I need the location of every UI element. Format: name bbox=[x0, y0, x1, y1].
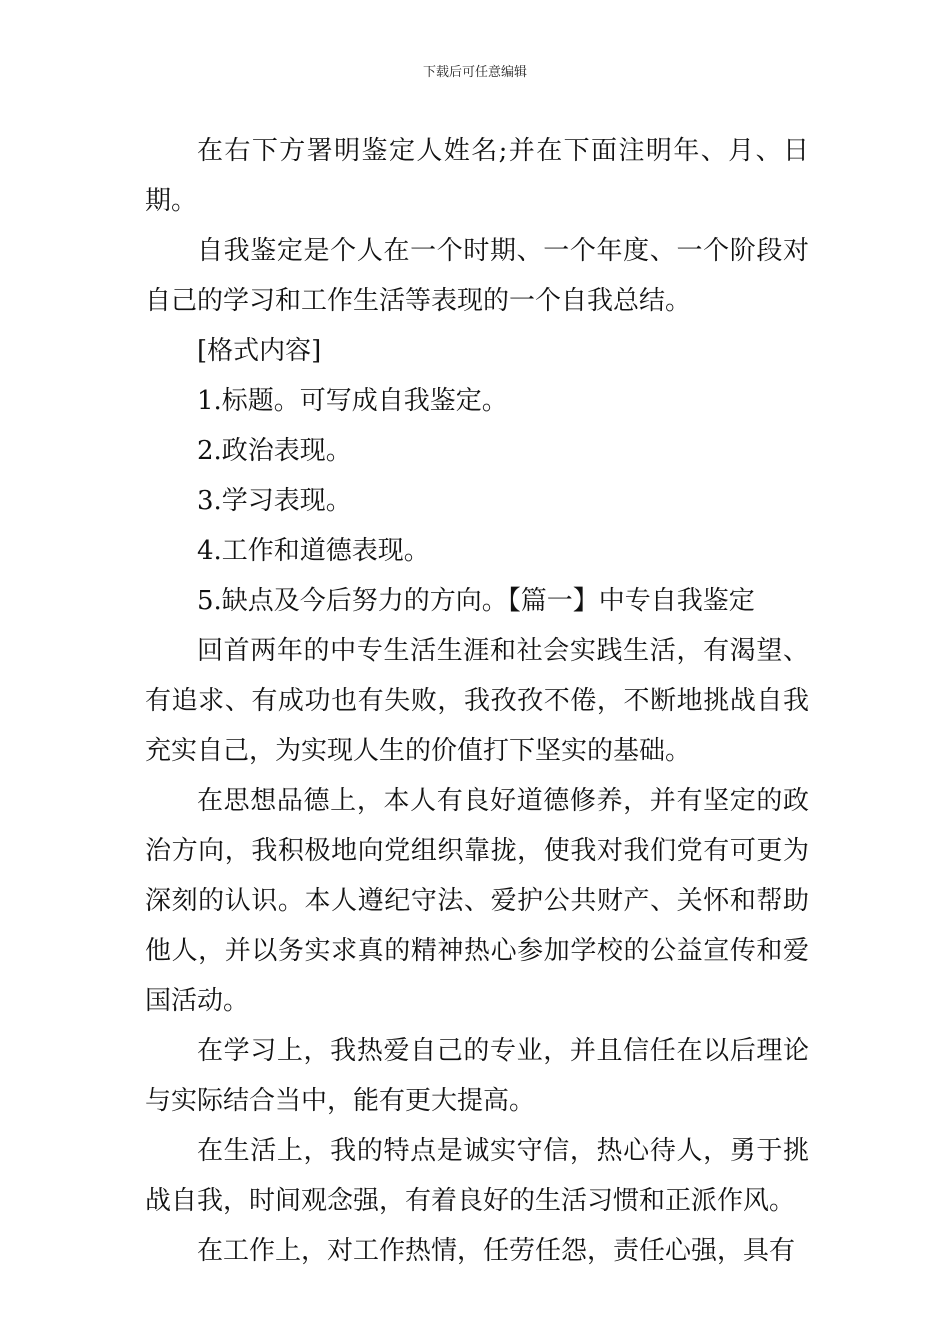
list-item: 4.工作和道德表现。 bbox=[197, 536, 430, 566]
page-header: 下载后可任意编辑 bbox=[422, 65, 527, 80]
list-item: 3.学习表现。 bbox=[197, 486, 352, 516]
list-item: 1.标题。可写成自我鉴定。 bbox=[197, 386, 508, 416]
paragraph: 回首两年的中专生活生涯和社会实践生活，有渴望、有追求、有成功也有失败，我孜孜不倦，不断地挑战自我充实自己，为实现人生的价值打下坚实的基础。 bbox=[145, 636, 809, 766]
paragraph: 在右下方署明鉴定人姓名;并在下面注明年、月、日期。 bbox=[145, 136, 809, 216]
document-body bbox=[145, 126, 809, 1276]
paragraph: 自我鉴定是个人在一个时期、一个年度、一个阶段对自己的学习和工作生活等表现的一个自我总结。 bbox=[145, 236, 809, 316]
list-item: 2.政治表现。 bbox=[197, 436, 352, 466]
list-item: 5.缺点及今后努力的方向。【篇一】中专自我鉴定 bbox=[197, 586, 755, 616]
paragraph: 在思想品德上，本人有良好道德修养，并有坚定的政治方向，我积极地向党组织靠拢，使我对我们党有可更为深刻的认识。本人遵纪守法、爱护公共财产、关怀和帮助他人，并以务实求真的精神热心参加学校的公益宣传和爱国活动。 bbox=[145, 786, 809, 1016]
paragraph: 在学习上，我热爱自己的专业，并且信任在以后理论与实际结合当中，能有更大提高。 bbox=[145, 1036, 809, 1116]
paragraph: [格式内容] bbox=[197, 336, 322, 366]
paragraph: 在工作上，对工作热情，任劳任怨，责任心强，具有 bbox=[197, 1236, 796, 1266]
paragraph: 在生活上，我的特点是诚实守信，热心待人，勇于挑战自我，时间观念强，有着良好的生活习惯和正派作风。 bbox=[145, 1136, 809, 1216]
